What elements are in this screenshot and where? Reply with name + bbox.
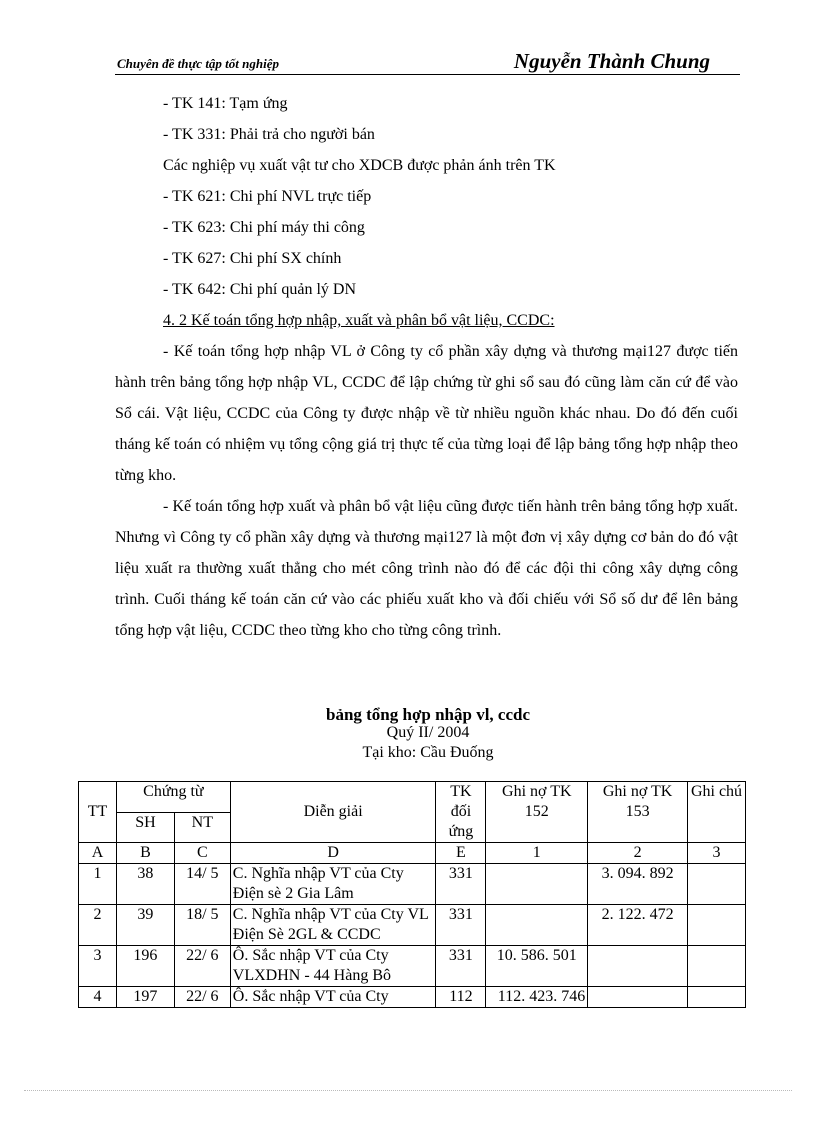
list-line: - TK 642: Chi phí quản lý DN — [163, 281, 357, 298]
code-cell: C — [174, 843, 230, 864]
table-period: Quý II/ 2004 — [386, 724, 470, 741]
code-cell: A — [79, 843, 117, 864]
cell-153 — [588, 946, 688, 987]
header-chungtu: Chứng từ — [116, 782, 230, 813]
list-line: - TK 331: Phải trả cho người bán — [163, 126, 375, 143]
cell-ghichu — [688, 987, 746, 1008]
cell-nt: 22/ 6 — [174, 946, 230, 987]
cell-153 — [588, 987, 688, 1008]
cell-tk: 331 — [436, 905, 486, 946]
header-tk: TK đối ứng — [436, 782, 486, 843]
code-cell: 3 — [688, 843, 746, 864]
cell-ghichu — [688, 946, 746, 987]
header-153: Ghi nợ TK 153 — [588, 782, 688, 843]
cell-tt: 2 — [79, 905, 117, 946]
table-row — [79, 946, 746, 987]
paragraph: - Kế toán tổng hợp nhập VL ở Công ty cổ phần xây dựng và thương mại127 được tiến hành trên bảng tổng hợp nhập VL, CCDC để lập chứng từ ghi sổ sau đó cũng làm căn cứ để vào Sổ cái. Vật liệu, CCDC của Công ty được nhập về từ nhiều nguồn khác nhau. Do đó đến cuối tháng kế toán có nhiệm vụ tổng cộng giá trị thực tế của từng loại để lập bảng tổng hợp nhập theo từng kho. — [115, 343, 738, 484]
list-line: - TK 621: Chi phí NVL trực tiếp — [163, 188, 372, 205]
cell-tt: 1 — [79, 864, 117, 905]
code-cell: D — [230, 843, 436, 864]
header-author: Nguyễn Thành Chung — [513, 49, 710, 73]
code-cell: E — [436, 843, 486, 864]
list-line: - TK 623: Chi phí máy thi công — [163, 219, 365, 236]
cell-152: 112. 423. 746 — [486, 987, 588, 1008]
cell-nt: 14/ 5 — [174, 864, 230, 905]
cell-152 — [486, 864, 588, 905]
table-row — [79, 905, 746, 946]
cell-diengiai: Ô. Sắc nhập VT của Cty — [230, 987, 436, 1008]
cell-ghichu — [688, 905, 746, 946]
code-cell: 2 — [588, 843, 688, 864]
cell-tt: 3 — [79, 946, 117, 987]
table-row — [79, 864, 746, 905]
cell-tk: 331 — [436, 864, 486, 905]
page-header — [115, 46, 740, 75]
summary-table — [78, 781, 746, 1008]
cell-diengiai: Ô. Sắc nhập VT của Cty VLXDHN - 44 Hàng Bô — [230, 946, 436, 987]
table-row — [79, 987, 746, 1008]
cell-diengiai: C. Nghĩa nhập VT của Cty VL Điện Sè 2GL & CCDC — [230, 905, 436, 946]
cell-153: 2. 122. 472 — [588, 905, 688, 946]
code-cell: B — [116, 843, 174, 864]
cell-tt: 4 — [79, 987, 117, 1008]
cell-sh: 196 — [116, 946, 174, 987]
list-line: - TK 141: Tạm ứng — [163, 95, 288, 112]
header-152: Ghi nợ TK 152 — [486, 782, 588, 843]
cell-diengiai: C. Nghĩa nhập VT của Cty Điện sè 2 Gia Lâm — [230, 864, 436, 905]
cell-nt: 18/ 5 — [174, 905, 230, 946]
header-tt: TT — [79, 782, 117, 843]
page-bottom-divider — [24, 1090, 792, 1091]
cell-ghichu — [688, 864, 746, 905]
cell-sh: 197 — [116, 987, 174, 1008]
cell-153: 3. 094. 892 — [588, 864, 688, 905]
cell-sh: 38 — [116, 864, 174, 905]
header-left-title: Chuyên đề thực tập tốt nghiệp — [117, 56, 279, 71]
paragraph: - Kế toán tổng hợp xuất và phân bổ vật liệu cũng được tiến hành trên bảng tổng hợp xuất. Nhưng vì Công ty cổ phần xây dựng và thương mại127 là một đơn vị xây dựng cơ bản do đó vật liệu xuất ra thường xuất thẳng cho mét công trình nào đó để các đội thi công xây dựng công trình. Cuối tháng kế toán căn cứ vào các phiếu xuất kho và đối chiếu với Sổ số dư để lên bảng tổng hợp vật liệu, CCDC theo từng kho cho từng công trình. — [115, 498, 738, 639]
code-row — [79, 843, 746, 864]
table-title: bảng tổng hợp nhập vl, ccdc — [325, 705, 531, 724]
cell-tk: 331 — [436, 946, 486, 987]
section-heading: 4. 2 Kế toán tổng hợp nhập, xuất và phân bổ vật liệu, CCDC: — [163, 312, 555, 329]
list-line: Các nghiệp vụ xuất vật tư cho XDCB được phản ánh trên TK — [163, 157, 556, 174]
list-line: - TK 627: Chi phí SX chính — [163, 250, 342, 267]
header-ghichu: Ghi chú — [688, 782, 746, 843]
cell-sh: 39 — [116, 905, 174, 946]
body-text — [115, 88, 738, 646]
header-sh: SH — [116, 812, 174, 843]
cell-152: 10. 586. 501 — [486, 946, 588, 987]
cell-tk: 112 — [436, 987, 486, 1008]
cell-152 — [486, 905, 588, 946]
cell-nt: 22/ 6 — [174, 987, 230, 1008]
header-nt: NT — [174, 812, 230, 843]
code-cell: 1 — [486, 843, 588, 864]
header-diengiai: Diễn giải — [230, 782, 436, 843]
table-warehouse: Tại kho: Cầu Đuống — [362, 744, 494, 761]
